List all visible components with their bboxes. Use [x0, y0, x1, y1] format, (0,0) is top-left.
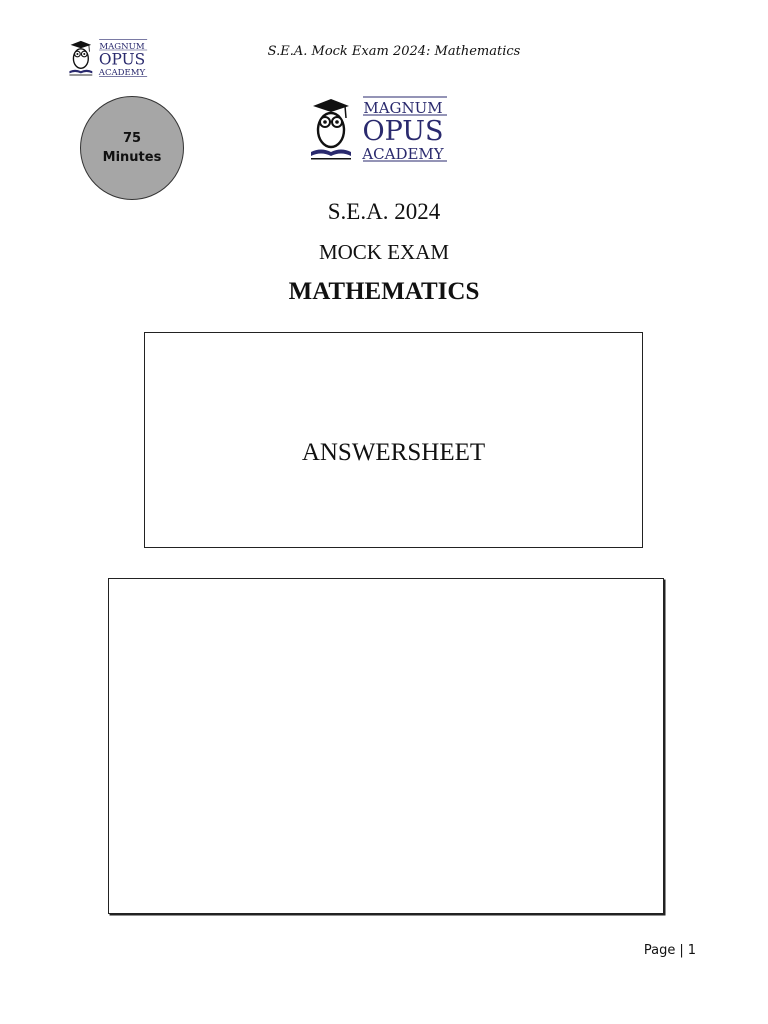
- logo-wordmark-magnum: MAGNUM: [99, 41, 145, 52]
- answersheet-label: ANSWERSHEET: [301, 439, 486, 466]
- logo-wordmark-magnum: MAGNUM: [363, 99, 443, 117]
- logo-wordmark-academy: ACADEMY: [98, 68, 146, 78]
- answersheet-box: [144, 332, 643, 548]
- duration-badge: [80, 96, 184, 200]
- logo-wordmark-opus: OPUS: [362, 116, 444, 147]
- page-separator: |: [679, 943, 684, 958]
- academy-logo-large: [309, 94, 455, 164]
- academy-logo-small: [68, 38, 152, 78]
- logo-wordmark-academy: ACADEMY: [362, 145, 444, 163]
- page-label: Page: [643, 943, 676, 958]
- logo-wordmark-opus: OPUS: [98, 50, 146, 69]
- running-header: S.E.A. Mock Exam 2024: Mathematics: [267, 44, 521, 59]
- duration-unit: Minutes: [102, 150, 162, 165]
- duration-value: 75: [122, 131, 142, 146]
- owl-graduate-icon: [69, 41, 92, 76]
- exam-year-title: S.E.A. 2024: [327, 199, 441, 224]
- page-number-value: 1: [687, 943, 696, 958]
- subject-title: MATHEMATICS: [288, 278, 480, 305]
- exam-type-title: MOCK EXAM: [318, 240, 450, 264]
- student-details-box: [108, 578, 664, 914]
- page-number: [644, 943, 696, 958]
- owl-graduate-icon: [311, 99, 351, 160]
